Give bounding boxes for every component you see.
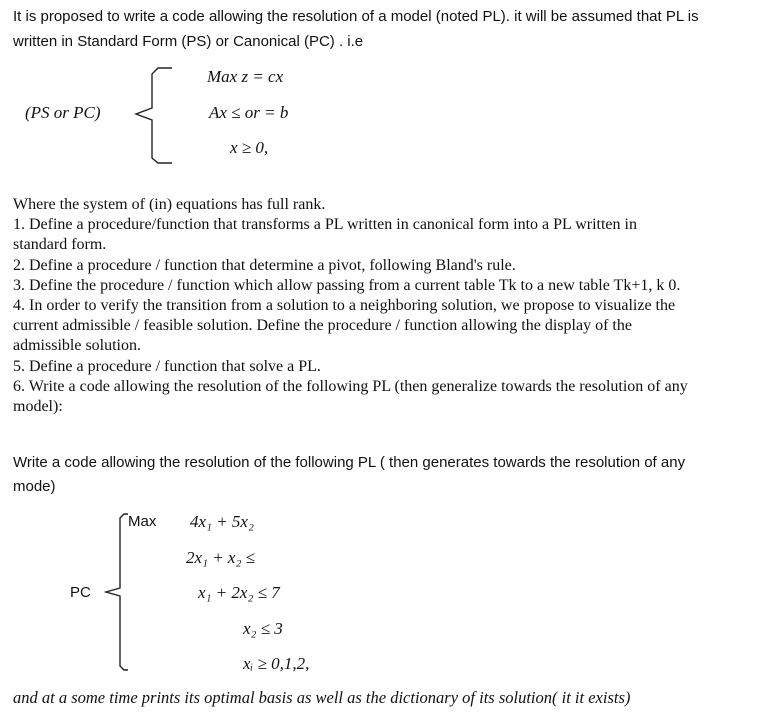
system2-brace [102,510,132,675]
system1-brace [132,66,177,166]
tasks-line: 2. Define a procedure / function that determine a pivot, following Bland's rule. [13,256,516,274]
system2-max-label: Max [128,513,157,530]
second-line-2: mode) [13,478,56,495]
tasks-line: 3. Define the procedure / function which allow passing from a current table Tk to a new table Tk+1, k 0. [13,276,681,294]
tasks-line: current admissible / feasible solution. Define the procedure / function allowing the display of the [13,317,632,335]
intro-line-1: It is proposed to write a code allowing the resolution of a model (noted PL). it will be assumed that PL is [13,8,699,25]
system2-constraint-4: xᵢ ≥ 0,1,2, [243,654,310,673]
system2-constraint-3: x₂ ≤ 3 [243,619,283,638]
tasks-line: 6. Write a code allowing the resolution of the following PL (then generalize towards the resolution of any [13,377,688,395]
tasks-line: 1. Define a procedure/function that transforms a PL written in canonical form into a PL written in [13,216,637,234]
tasks-line: standard form. [13,236,107,254]
tasks-line: admissible solution. [13,337,141,355]
system1-eq3: x ≥ 0, [230,138,269,157]
system2-label: PC [70,584,91,601]
system1-eq1: Max z = cx [207,67,284,86]
tasks-line: 4. In order to verify the transition from a solution to a neighboring solution, we propose to visualize the [13,297,676,315]
intro-line-2: written in Standard Form (PS) or Canonical (PC) . i.e [13,33,364,50]
system2-objective: 4x₁ + 5x₂ [190,512,254,531]
tasks-line: model): [13,398,63,416]
second-line-1: Write a code allowing the resolution of the following PL ( then generates towards the resolution of any [13,454,686,471]
tasks-block [13,195,688,417]
system1-eq2: Ax ≤ or = b [209,103,289,122]
system2-constraint-2: x₁ + 2x₂ ≤ 7 [198,583,280,602]
system1-label: (PS or PC) [25,103,101,122]
tasks-line: Where the system of (in) equations has full rank. [13,196,326,213]
system2-constraint-1: 2x₁ + x₂ ≤ [186,548,255,567]
closing-line: and at a some time prints its optimal basis as well as the dictionary of its solution( it it exists) [13,688,631,707]
tasks-line: 5. Define a procedure / function that solve a PL. [13,357,321,375]
